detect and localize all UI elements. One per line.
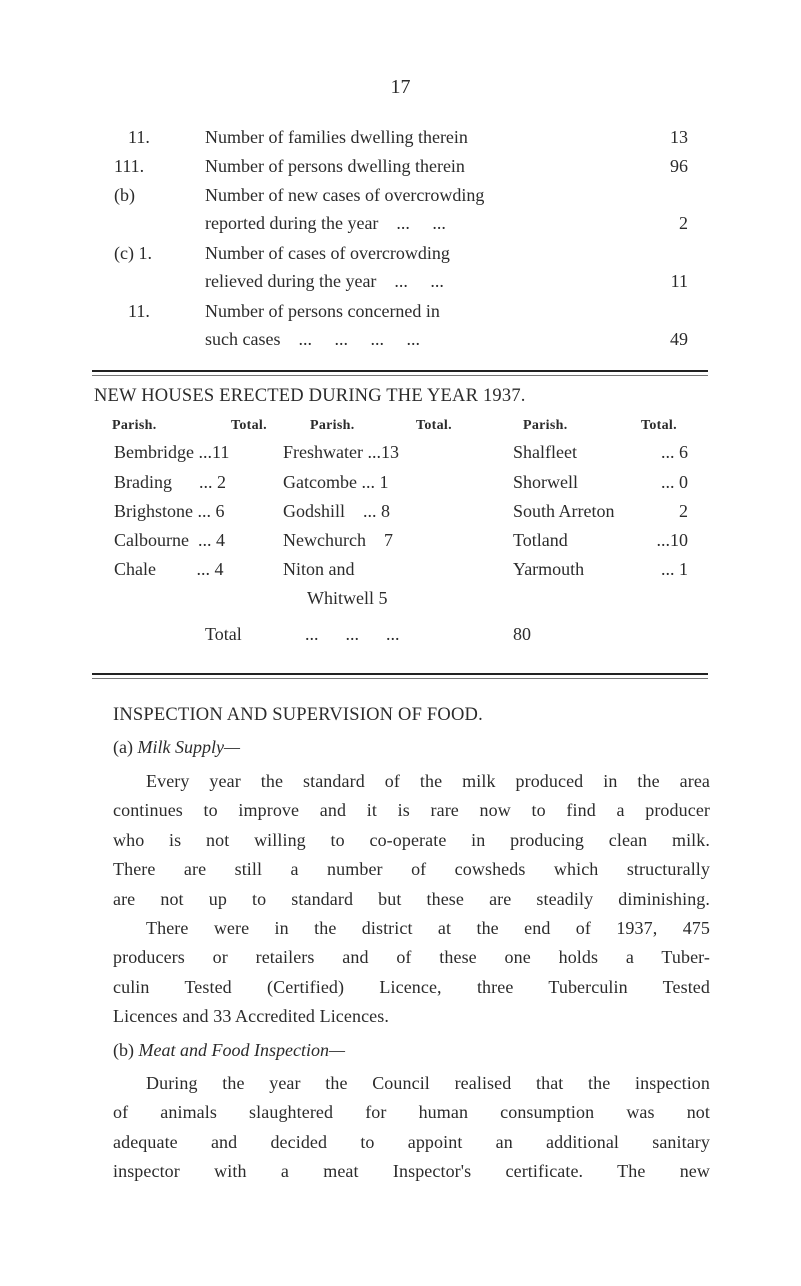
milk-prefix: (a)	[113, 737, 133, 757]
table-cell: Niton and	[283, 559, 355, 579]
paragraph-line: producers or retailers and of these one holds a Tuber-	[113, 947, 710, 968]
meat-title: Meat and Food Inspection—	[138, 1040, 345, 1060]
table-cell: ... 1	[661, 559, 688, 579]
item-text: Number of new cases of overcrowding	[205, 185, 485, 205]
col-header: Parish.	[112, 418, 157, 433]
table-cell: Shorwell	[513, 472, 578, 492]
item-label: (b)	[114, 185, 135, 205]
table-cell: ... 0	[661, 472, 688, 492]
item-value: 96	[670, 156, 688, 176]
food-heading: INSPECTION AND SUPERVISION OF FOOD.	[113, 705, 483, 725]
paragraph-line: are not up to standard but these are steadily diminishing.	[113, 888, 710, 909]
item-value: 13	[670, 127, 688, 147]
milk-subheading	[113, 737, 240, 758]
col-header: Total.	[641, 418, 677, 433]
meat-prefix: (b)	[113, 1040, 134, 1060]
paragraph-line: Licences and 33 Accredited Licences.	[113, 1006, 389, 1027]
total-dots: ... ... ...	[305, 624, 400, 644]
col-header: Parish.	[523, 418, 568, 433]
item-text: Number of persons dwelling therein	[205, 156, 465, 176]
total-label: Total	[205, 624, 242, 644]
milk-paragraph	[113, 767, 710, 1032]
table-cell: ... 6	[661, 442, 688, 462]
meat-subheading	[113, 1040, 345, 1061]
item-label: 11.	[128, 301, 150, 321]
table-cell: Bembridge ...11	[114, 442, 230, 462]
paragraph-line: inspector with a meat Inspector's certificate. The new	[113, 1161, 710, 1182]
new-houses-heading: NEW HOUSES ERECTED DURING THE YEAR 1937.	[94, 386, 526, 406]
section-divider	[92, 673, 708, 675]
item-text: Number of families dwelling therein	[205, 127, 468, 147]
item-text: Number of cases of overcrowding	[205, 243, 450, 263]
section-divider	[92, 370, 708, 372]
page-number: 17	[390, 76, 411, 98]
paragraph-line: During the year the Council realised that the inspection	[146, 1073, 710, 1093]
table-cell: Yarmouth	[513, 559, 585, 579]
milk-title: Milk Supply—	[137, 737, 240, 757]
table-cell: Godshill ... 8	[283, 501, 391, 521]
table-cell: Calbourne ... 4	[114, 530, 225, 550]
col-header: Total.	[231, 418, 267, 433]
table-cell: Freshwater ...13	[283, 442, 399, 462]
item-label: 111.	[114, 156, 145, 176]
item-label: 11.	[128, 127, 150, 147]
table-cell: Newchurch 7	[283, 530, 393, 550]
table-cell: Totland	[513, 530, 568, 550]
item-text: reported during the year ... ...	[205, 213, 446, 233]
meat-paragraph	[113, 1069, 710, 1187]
paragraph-line: who is not willing to co-operate in producing clean milk.	[113, 829, 710, 850]
table-cell: Brighstone ... 6	[114, 501, 225, 521]
table-cell: Gatcombe ... 1	[283, 472, 389, 492]
table-cell: Whitwell 5	[307, 588, 388, 608]
table-cell: South Arreton	[513, 501, 615, 521]
table-cell: Chale ... 4	[114, 559, 224, 579]
item-value: 2	[679, 213, 688, 233]
paragraph-line: culin Tested (Certified) Licence, three Tuberculin Tested	[113, 976, 710, 997]
paragraph-line: There are still a number of cowsheds which structurally	[113, 859, 710, 880]
paragraph-line: adequate and decided to appoint an additional sanitary	[113, 1131, 710, 1152]
item-text: relieved during the year ... ...	[205, 271, 444, 291]
table-cell: 2	[679, 501, 688, 521]
section-divider-thin	[92, 678, 708, 679]
item-text: Number of persons concerned in	[205, 301, 440, 321]
paragraph-line: continues to improve and it is rare now to find a producer	[113, 800, 710, 821]
table-cell: ...10	[656, 530, 688, 550]
item-value: 49	[670, 329, 688, 349]
item-value: 11	[670, 271, 688, 291]
table-cell: Shalfleet	[513, 442, 577, 462]
paragraph-line: There were in the district at the end of 1937, 475	[146, 918, 710, 939]
table-cell: Brading ... 2	[114, 472, 226, 492]
col-header: Parish.	[310, 418, 355, 433]
paragraph-line: of animals slaughtered for human consumption was not	[113, 1102, 710, 1123]
paragraph-line: Every year the standard of the milk produced in the area	[146, 771, 710, 791]
total-value: 80	[513, 624, 531, 644]
item-label: (c) 1.	[114, 243, 152, 263]
item-text: such cases ... ... ... ...	[205, 329, 420, 349]
col-header: Total.	[416, 418, 452, 433]
section-divider-thin	[92, 375, 708, 376]
